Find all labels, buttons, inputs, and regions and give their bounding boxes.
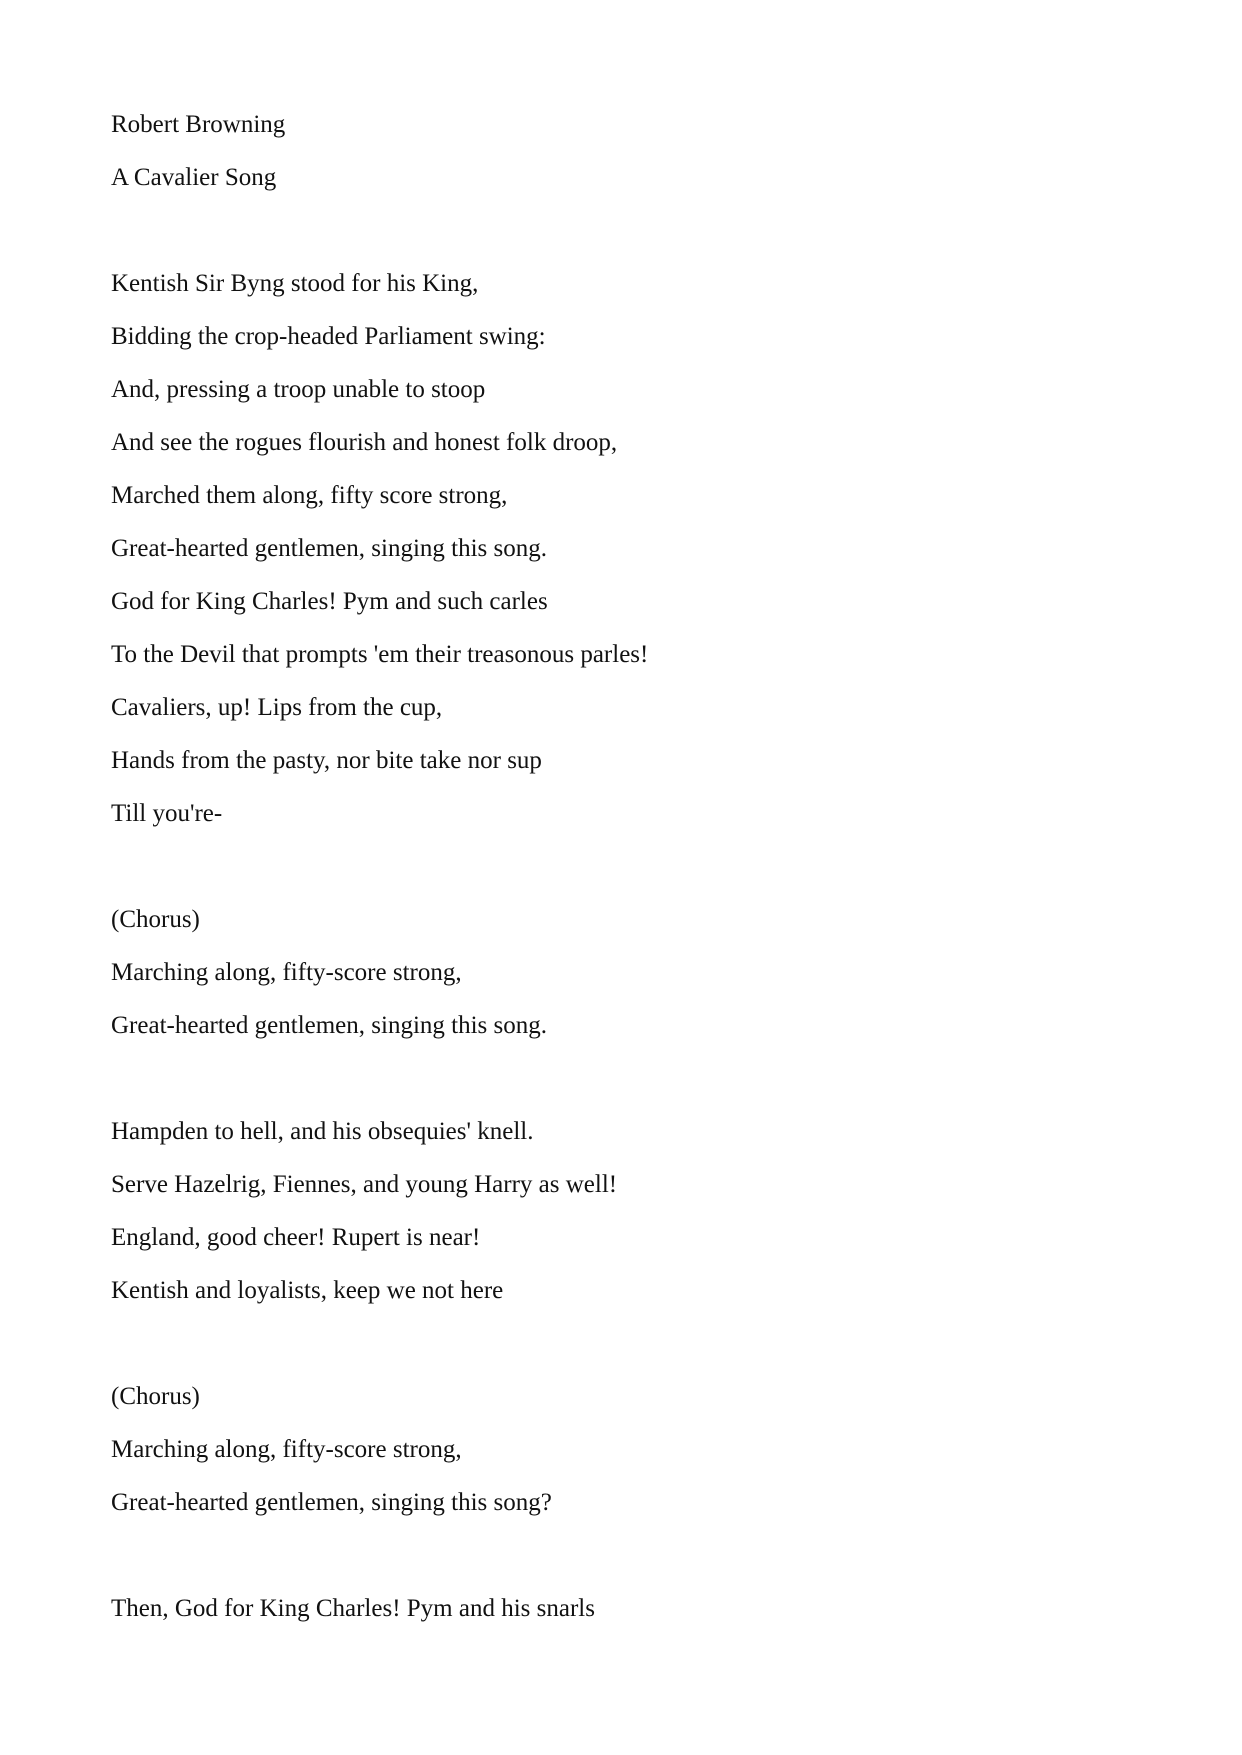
stanza1-line: God for King Charles! Pym and such carles (111, 588, 548, 615)
poem-title: A Cavalier Song (111, 164, 277, 191)
stanza1-line: Kentish Sir Byng stood for his King, (111, 270, 479, 297)
blank-line (111, 214, 1111, 267)
stanza1-line: Till you're- (111, 800, 223, 827)
stanza3-line: Then, God for King Charles! Pym and his snarls (111, 1595, 595, 1622)
chorus1-line: Great-hearted gentlemen, singing this song. (111, 1012, 547, 1039)
stanza1-line: Hands from the pasty, nor bite take nor sup (111, 747, 542, 774)
blank-line (111, 1539, 1111, 1592)
stanza1-line: Marched them along, fifty score strong, (111, 482, 508, 509)
stanza2-line: Serve Hazelrig, Fiennes, and young Harry as well! (111, 1171, 618, 1198)
poem-text (111, 108, 1111, 1645)
chorus1-line: Marching along, fifty-score strong, (111, 959, 462, 986)
stanza1-line: Bidding the crop-headed Parliament swing: (111, 323, 546, 350)
stanza1-line: And see the rogues flourish and honest folk droop, (111, 429, 618, 456)
stanza2-line: England, good cheer! Rupert is near! (111, 1224, 481, 1251)
chorus1-label: (Chorus) (111, 906, 200, 933)
chorus2-label: (Chorus) (111, 1383, 200, 1410)
chorus2-line: Marching along, fifty-score strong, (111, 1436, 462, 1463)
author-name: Robert Browning (111, 111, 286, 138)
stanza2-line: Hampden to hell, and his obsequies' knell. (111, 1118, 534, 1145)
stanza1-line: Great-hearted gentlemen, singing this song. (111, 535, 547, 562)
stanza2-line: Kentish and loyalists, keep we not here (111, 1277, 504, 1304)
stanza1-line: Cavaliers, up! Lips from the cup, (111, 694, 443, 721)
blank-line (111, 1062, 1111, 1115)
chorus2-line: Great-hearted gentlemen, singing this song? (111, 1489, 552, 1516)
stanza1-line: And, pressing a troop unable to stoop (111, 376, 486, 403)
blank-line (111, 1327, 1111, 1380)
stanza1-line: To the Devil that prompts 'em their treasonous parles! (111, 641, 649, 668)
blank-line (111, 850, 1111, 903)
